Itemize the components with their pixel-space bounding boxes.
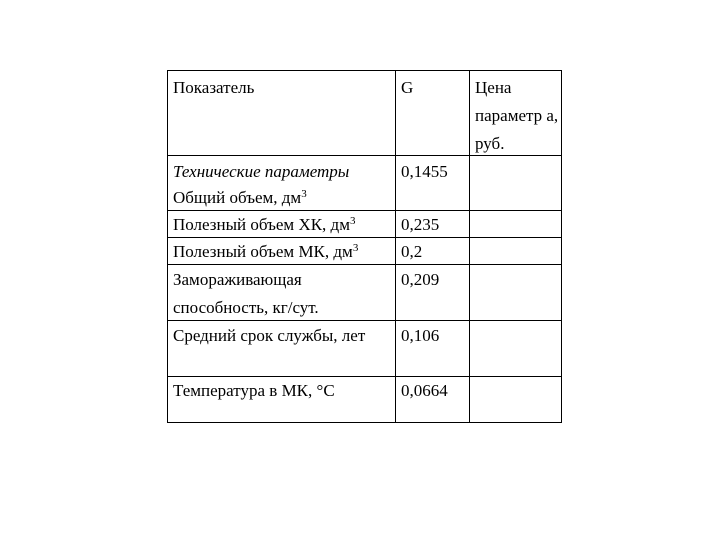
header-g: G [401, 78, 414, 97]
row-indicator: Средний срок службы, лет [173, 326, 366, 345]
column-divider [395, 71, 396, 422]
row-g-value: 0,0664 [401, 381, 448, 400]
row-g-value: 0,1455 [401, 162, 448, 181]
column-divider [469, 71, 470, 422]
row-indicator: Полезный объем МК, $дм^3$ [173, 242, 359, 261]
row-indicator: Общий объем, $дм^3$ [173, 188, 307, 207]
header-price: Цена параметр а, руб. [475, 78, 559, 153]
row-indicator: Полезный объем ХК, $дм^3$ [173, 215, 356, 234]
row-g-value: 0,106 [401, 326, 440, 345]
header-indicator: Показатель [173, 78, 255, 97]
row-indicator: Технические параметры [173, 162, 350, 181]
row-indicator: Замораживающая способность, кг/сут. [173, 270, 319, 317]
parameters-table [167, 70, 562, 423]
row-g-value: 0,2 [401, 242, 423, 261]
row-g-value: 0,235 [401, 215, 440, 234]
row-g-value: 0,209 [401, 270, 440, 289]
row-indicator: Температура в МК, °С [173, 381, 335, 400]
